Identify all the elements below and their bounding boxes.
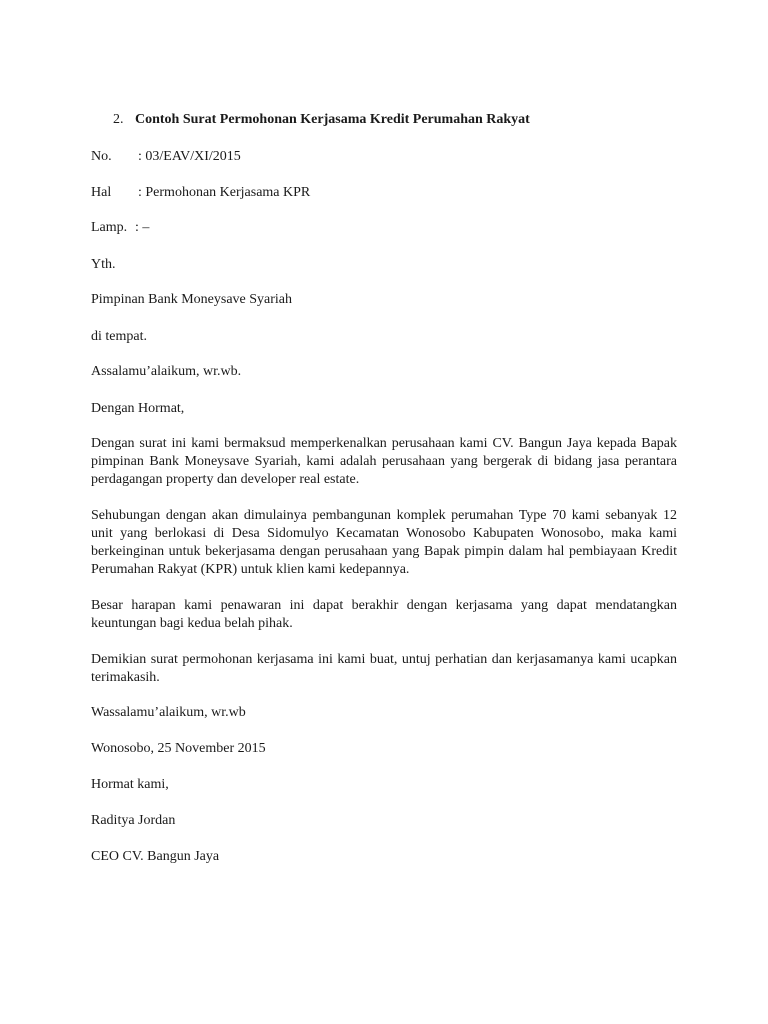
letter-subject-value: : Permohonan Kerjasama KPR (138, 185, 311, 200)
letter-heading (113, 111, 530, 129)
recipient-name: Pimpinan Bank Moneysave Syariah (91, 292, 293, 307)
letter-subject-row (91, 184, 310, 202)
body-paragraph-1: Dengan surat ini kami bermaksud memperkenalkan perusahaan kami CV. Bangun Jaya kepada Bapak pimpinan Bank Moneysave Syariah, kami adalah perusahaan yang bergerak di bidang jasa perantara perdagangan property dan developer real estate. (91, 436, 677, 487)
letter-attachment-value: : – (135, 220, 150, 235)
regards: Hormat kami, (91, 777, 169, 792)
heading-title: Contoh Surat Permohonan Kerjasama Kredit Perumahan Rakyat (135, 112, 530, 127)
letter-number-value: : 03/EAV/XI/2015 (138, 149, 241, 164)
letter-subject-label: Hal (91, 185, 112, 200)
body-paragraph-2: Sehubungan dengan akan dimulainya pembangunan komplek perumahan Type 70 kami sebanyak 12 unit yang berlokasi di Desa Sidomulyo Kecamatan Wonosobo Kabupaten Wonosobo, maka kami berkeinginan untuk bekerjasama dengan perusahaan yang Bapak pimpin dalam hal pembiayaan Kredit Perumahan Rakyat (KPR) untuk klien kami kedepannya. (91, 508, 677, 577)
signer-title: CEO CV. Bangun Jaya (91, 849, 220, 864)
body-paragraph-3: Besar harapan kami penawaran ini dapat berakhir dengan kerjasama yang dapat mendatangkan keuntungan bagi kedua belah pihak. (91, 598, 677, 631)
salutation: Dengan Hormat, (91, 401, 185, 416)
letter-attachment-label: Lamp. (91, 220, 128, 235)
recipient-place: di tempat. (91, 329, 147, 344)
closing-greeting: Wassalamu’alaikum, wr.wb (91, 705, 246, 720)
body-paragraph-4: Demikian surat permohonan kerjasama ini kami buat, untuj perhatian dan kerjasamanya kami ucapkan terimakasih. (91, 652, 677, 685)
opening-greeting: Assalamu’alaikum, wr.wb. (91, 364, 242, 379)
heading-number: 2. (113, 112, 124, 127)
place-date: Wonosobo, 25 November 2015 (91, 741, 266, 756)
signer-name: Raditya Jordan (91, 813, 176, 828)
letter-number-row (91, 148, 241, 166)
recipient-yth: Yth. (91, 257, 116, 272)
letter-number-label: No. (91, 149, 112, 164)
letter-attachment-row (91, 219, 149, 237)
